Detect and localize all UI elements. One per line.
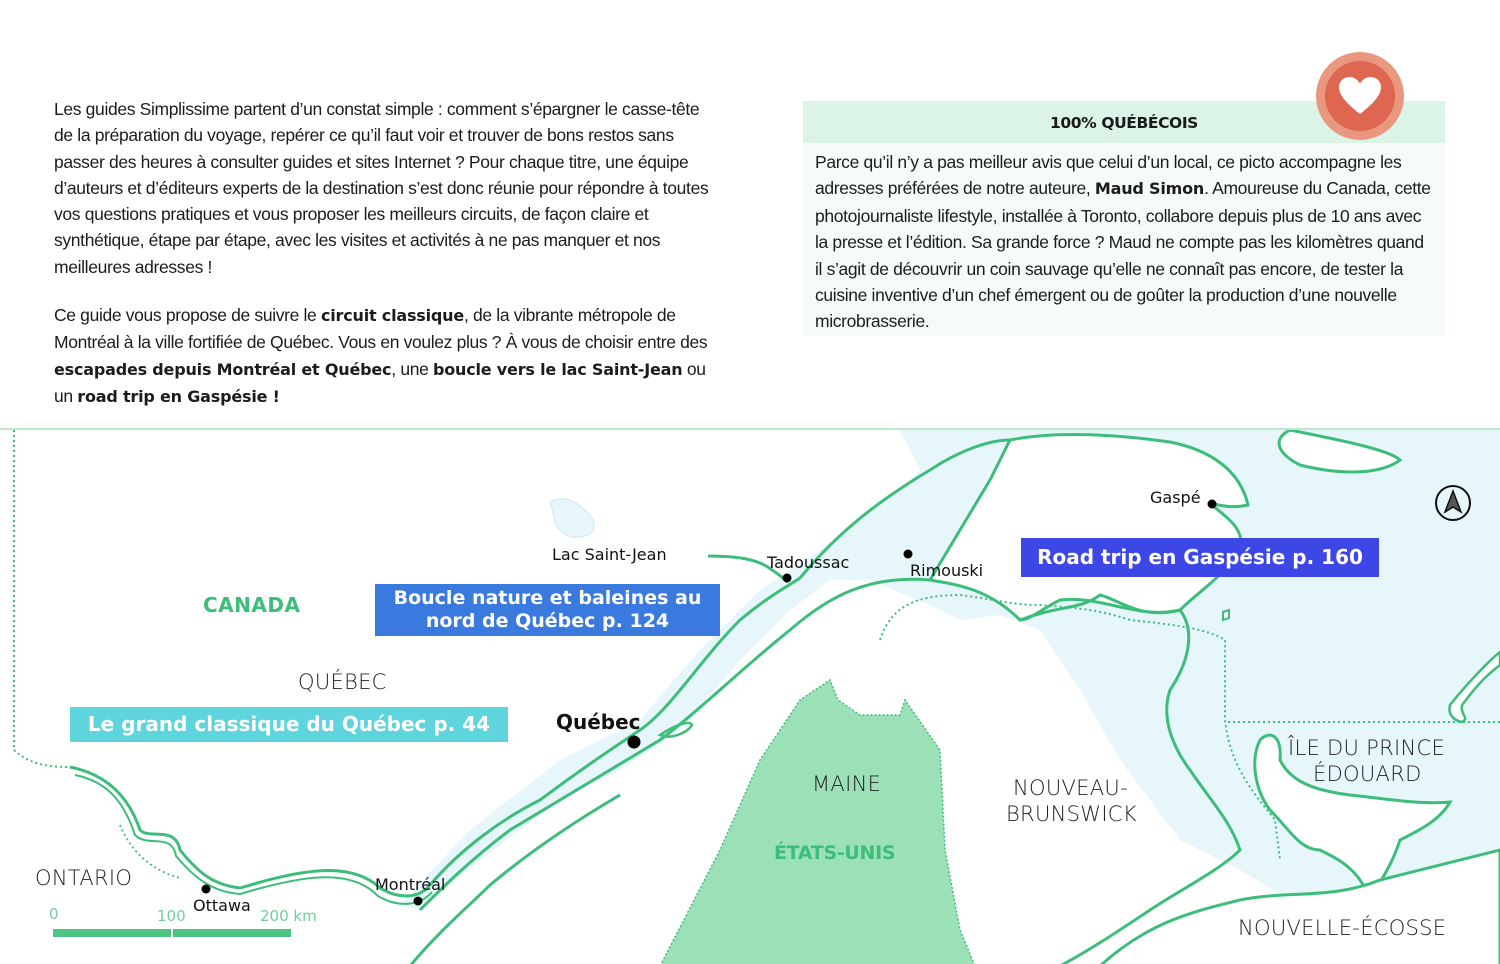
city-label-gaspe: Gaspé bbox=[1150, 488, 1201, 507]
map[interactable] bbox=[0, 428, 1500, 964]
text: ou un bbox=[54, 358, 706, 406]
lake-label-saint-jean: Lac Saint-Jean bbox=[552, 545, 667, 564]
city-label-montreal: Montréal bbox=[375, 875, 446, 894]
text: Parce qu’il n’y a pas meilleur avis que celui d’un local, ce picto accompagne les adresses préférées de notre auteure, bbox=[815, 152, 1402, 199]
heart-icon bbox=[1338, 76, 1382, 116]
map-geography bbox=[0, 430, 1500, 964]
north-arrow-icon bbox=[1434, 484, 1472, 522]
intro-paragraph-1: Les guides Simplissime partent d’un constat simple : comment s’épargner le casse-tête de la préparation du voyage, repérer ce qu’il faut voir et trouver de bons restos sans passer des heures à consulter guides et sites Internet ? Pour chaque titre, une équipe d’auteurs et d’éditeurs experts de la destination s’est donc réunie pour répondre à toutes vos questions pratiques et vous proposer les meilleurs circuits, de façon claire et synthétique, étape par étape, avec les visites et activités à ne pas manquer et nos meilleures adresses ! bbox=[54, 99, 709, 277]
route-tag-line-1: Boucle nature et baleines au bbox=[393, 587, 702, 609]
city-label-tadoussac: Tadoussac bbox=[767, 553, 850, 572]
scale-label-200: 200 km bbox=[260, 907, 317, 925]
box-title: 100% QUÉBÉCOIS bbox=[803, 101, 1445, 143]
route-tag-line-2: nord de Québec p. 124 bbox=[425, 610, 670, 632]
city-label-ottawa: Ottawa bbox=[193, 896, 251, 915]
region-label-nb-2: BRUNSWICK bbox=[1006, 802, 1137, 826]
text: , une bbox=[391, 358, 433, 379]
region-label-nb-1: NOUVEAU- bbox=[1013, 776, 1128, 800]
highlight-boucle: boucle vers le lac Saint-Jean bbox=[432, 359, 683, 379]
city-label-quebec: Québec bbox=[556, 710, 641, 734]
text: Ce guide vous propose de suivre le bbox=[54, 305, 321, 326]
country-label-usa: ÉTATS-UNIS bbox=[774, 842, 896, 864]
intro-text bbox=[54, 96, 714, 410]
box-body bbox=[803, 143, 1445, 335]
scale-label-zero: 0 bbox=[49, 905, 59, 923]
region-label-quebec: QUÉBEC bbox=[298, 670, 387, 694]
region-label-ontario: ONTARIO bbox=[35, 866, 133, 890]
highlight-escapades: escapades depuis Montréal et Québec bbox=[54, 359, 392, 379]
highlight-circuit-classique: circuit classique bbox=[320, 306, 464, 326]
country-label-canada: CANADA bbox=[203, 593, 301, 617]
highlight-road-trip: road trip en Gaspésie ! bbox=[77, 386, 280, 406]
author-name: Maud Simon bbox=[1094, 179, 1205, 199]
scale-label-100: 100 bbox=[157, 907, 186, 925]
text: , de la vibrante métropole de Montréal à la ville fortifiée de Québec. Vous en voulez plus ? À vous de choisir entre des bbox=[54, 305, 708, 353]
intro-paragraph-2 bbox=[54, 302, 714, 410]
region-label-maine: MAINE bbox=[812, 772, 882, 796]
route-tag-grand-classique[interactable]: Le grand classique du Québec p. 44 bbox=[70, 707, 508, 742]
heart-badge bbox=[1316, 52, 1404, 140]
region-label-pei-2: ÉDOUARD bbox=[1313, 762, 1422, 786]
route-tag-gaspesie[interactable]: Road trip en Gaspésie p. 160 bbox=[1021, 538, 1379, 577]
text: . Amoureuse du Canada, cette photojournaliste lifestyle, installée à Toronto, collabore depuis plus de 10 ans avec la presse et l’édition. Sa grande force ? Maud ne compte pas les kilomètres quand il s’agit de découvrir un coin sauvage qu’elle ne connaît pas encore, de tester la cuisine inventive d’un chef émergent ou de goûter la production d’une nouvelle microbrasserie. bbox=[815, 178, 1431, 332]
route-tag-boucle-nature[interactable] bbox=[375, 584, 720, 636]
city-label-rimouski: Rimouski bbox=[910, 561, 984, 580]
region-label-nova-scotia: NOUVELLE-ÉCOSSE bbox=[1238, 916, 1447, 940]
region-label-pei-1: ÎLE DU PRINCE bbox=[1288, 736, 1446, 760]
